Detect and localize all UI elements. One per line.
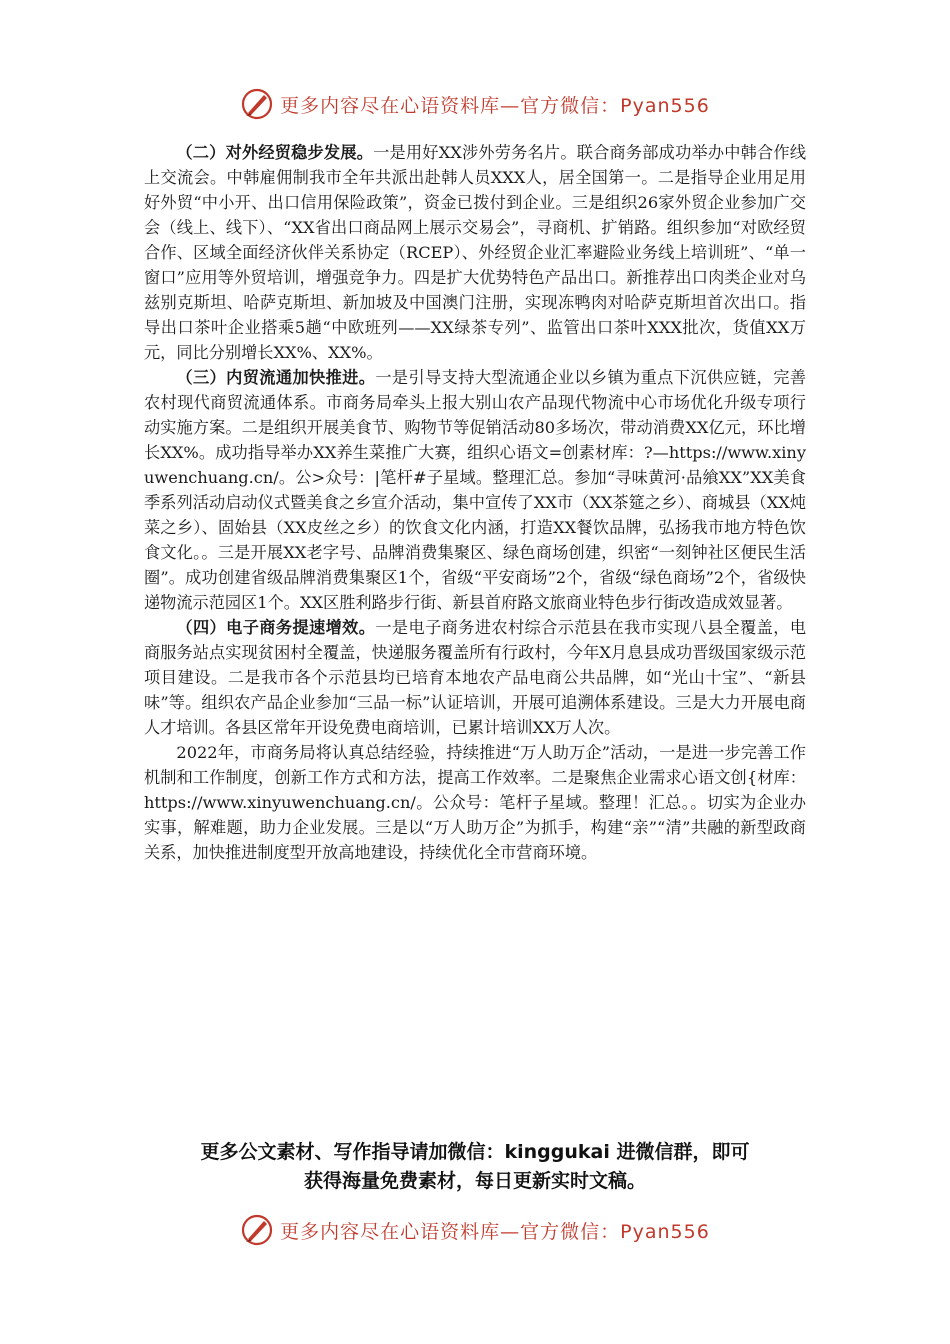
- pen-quill-logo-icon: [240, 87, 274, 121]
- paragraph-text: 一是用好XX涉外劳务名片。联合商务部成功举办中韩合作线上交流会。中韩雇佣制我市全年共派出赴韩人员XXX人，居全国第一。二是指导企业用足用好外贸“中小开、出口信用保险政策”，资金已拨付到企业。三是组织26家外贸企业参加广交会（线上、线下）、“XX省出口商品网上展示交易会”，寻商机、扩销路。组织参加“对欧经贸合作、区域全面经济伙伴关系协定（RCEP）、外经贸企业汇率避险业务线上培训班”、“单一窗口”应用等外贸培训，增强竞争力。四是扩大优势特色产品出口。新推荐出口肉类企业对乌兹别克斯坦、哈萨克斯坦、新加坡及中国澳门注册，实现冻鸭肉对哈萨克斯坦首次出口。指导出口茶叶企业搭乘5趟“中欧班列——XX绿茶专列”、监管出口茶叶XXX批次，货值XX万元，同比分别增长XX%、XX%。: [144, 143, 807, 362]
- paragraph-ecommerce: [144, 615, 806, 740]
- document-body: [144, 140, 806, 865]
- paragraph-text: 一是电子商务进农村综合示范县在我市实现八县全覆盖，电商服务站点实现贫困村全覆盖，快递服务覆盖所有行政村，今年X月息县成功晋级国家级示范项目建设。二是我市各个示范县均已培育本地农产品电商公共品牌，如“光山十宝”、“新县味”等。组织农产品企业参加“三品一标”认证培训，开展可追溯体系建设。三是大力开展电商人才培训。各县区常年开设免费电商培训，已累计培训XX万人次。: [144, 618, 807, 737]
- paragraph-heading: （三）内贸流通加快推进。: [176, 368, 376, 387]
- footer-line-2: 获得海量免费素材，每日更新实时文稿。: [303, 1170, 646, 1192]
- paragraph-domestic-trade: [144, 365, 806, 615]
- banner-text: 更多内容尽在心语资料库—官方微信：Pyan556: [280, 1220, 710, 1243]
- banner-wechat-id: Pyan556: [620, 1220, 710, 1243]
- header-banner: [0, 84, 950, 124]
- banner-text: 更多内容尽在心语资料库—官方微信：Pyan556: [280, 94, 710, 117]
- paragraph-foreign-trade: [144, 140, 806, 365]
- paragraph-heading: （二）对外经贸稳步发展。: [176, 143, 374, 162]
- paragraph-text: 2022年，市商务局将认真总结经验，持续推进“万人助万企”活动，一是进一步完善工作机制和工作制度，创新工作方式和方法，提高工作效率。二是聚焦企业需求心语文创{材库：https://www.xinyuwenchuang.cn/。公众号：笔杆子星域。整理！汇总。。切实为企业办实事，解难题，助力企业发展。三是以“万人助万企”为抓手，构建“亲”“清”共融的新型政商关系，加快推进制度型开放高地建设，持续优化全市营商环境。: [144, 743, 806, 862]
- banner-wechat-id: Pyan556: [620, 94, 710, 117]
- paragraph-heading: （四）电子商务提速增效。: [176, 618, 376, 637]
- pen-quill-logo-icon: [240, 1213, 274, 1247]
- footer-line-1: 更多公文素材、写作指导请加微信：kinggukai 进微信群，即可: [200, 1141, 750, 1163]
- footer-banner: [0, 1210, 950, 1250]
- paragraph-text: 一是引导支持大型流通企业以乡镇为重点下沉供应链，完善农村现代商贸流通体系。市商务局牵头上报大别山农产品现代物流中心市场优化升级专项行动实施方案。二是组织开展美食节、购物节等促销活动80多场次，带动消费XX亿元，环比增长XX%。成功指导举办XX养生菜推广大赛，组织心语文=创素材库：?—https://www.xinyuwenchuang.cn/。公>众号：|笔杆#子星域。整理汇总。参加“寻味黄河·品飨XX”XX美食季系列活动启动仪式暨美食之乡宣介活动，集中宣传了XX市（XX茶筵之乡）、商城县（XX炖菜之乡）、固始县（XX皮丝之乡）的饮食文化内涵，打造XX餐饮品牌，弘扬我市地方特色饮食文化。。三是开展XX老字号、品牌消费集聚区、绿色商场创建，织密“一刻钟社区便民生活圈”。成功创建省级品牌消费集聚区1个，省级“平安商场”2个，省级“绿色商场”2个，省级快递物流示范园区1个。XX区胜利路步行街、新县首府路文旅商业特色步行街改造成效显著。: [144, 368, 807, 612]
- paragraph-plan-2022: [144, 740, 806, 865]
- footer-note: [130, 1138, 820, 1196]
